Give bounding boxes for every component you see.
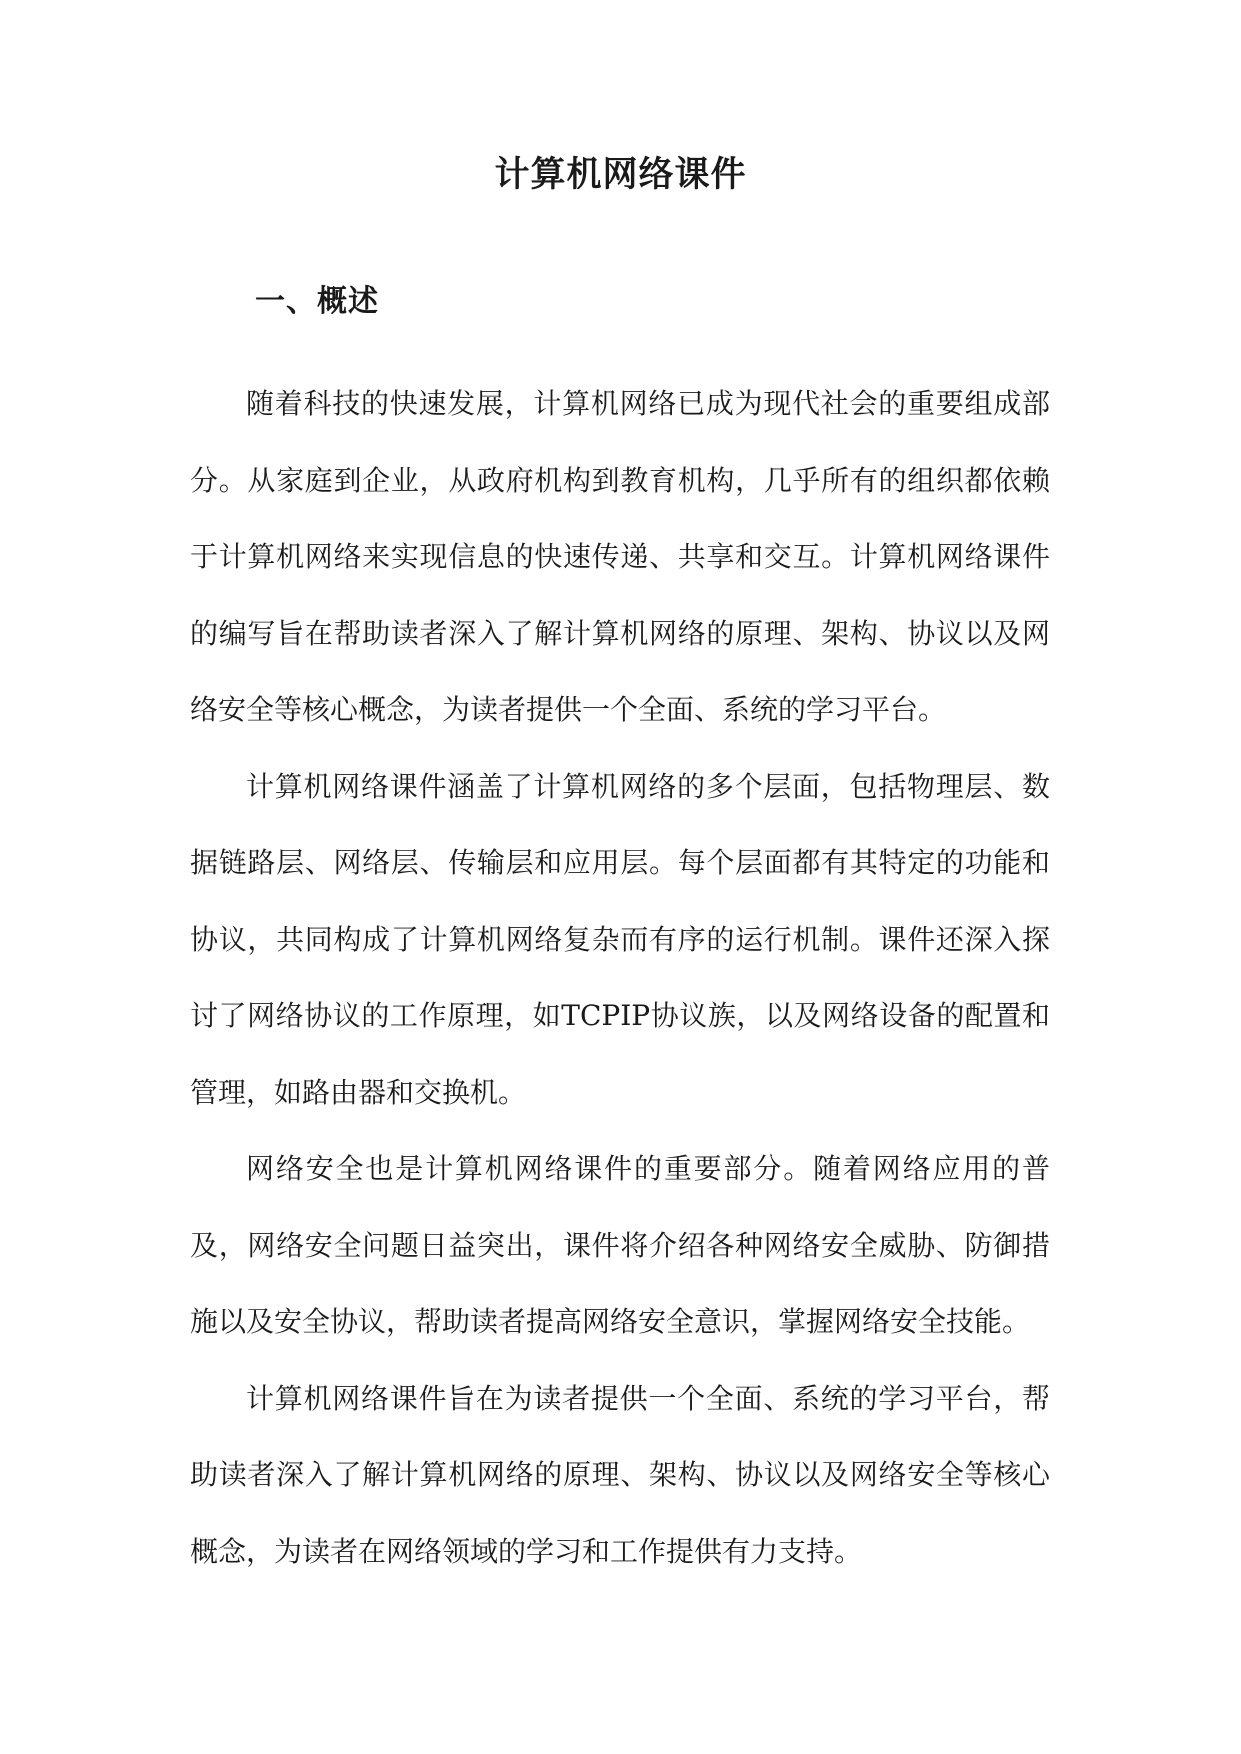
paragraph: 计算机网络课件涵盖了计算机网络的多个层面，包括物理层、数据链路层、网络层、传输层和应用层。每个层面都有其特定的功能和协议，共同构成了计算机网络复杂而有序的运行机制。课件还深入探讨了网络协议的工作原理，如TCPIP协议族，以及网络设备的配置和管理，如路由器和交换机。 bbox=[190, 769, 1050, 1109]
body-text bbox=[190, 366, 1050, 1590]
paragraph: 网络安全也是计算机网络课件的重要部分。随着网络应用的普及，网络安全问题日益突出，课件将介绍各种网络安全威胁、防御措施以及安全协议，帮助读者提高网络安全意识，掌握网络安全技能。 bbox=[190, 1152, 1050, 1338]
paragraph: 计算机网络课件旨在为读者提供一个全面、系统的学习平台，帮助读者深入了解计算机网络的原理、架构、协议以及网络安全等核心概念，为读者在网络领域的学习和工作提供有力支持。 bbox=[190, 1381, 1050, 1568]
document-title: 计算机网络课件 bbox=[494, 155, 747, 195]
paragraph: 随着科技的快速发展，计算机网络已成为现代社会的重要组成部分。从家庭到企业，从政府机构到教育机构，几乎所有的组织都依赖于计算机网络来实现信息的快速传递、共享和交互。计算机网络课件的编写旨在帮助读者深入了解计算机网络的原理、架构、协议以及网络安全等核心概念，为读者提供一个全面、系统的学习平台。 bbox=[190, 387, 1050, 726]
section-heading-overview: 一、概述 bbox=[255, 284, 379, 319]
